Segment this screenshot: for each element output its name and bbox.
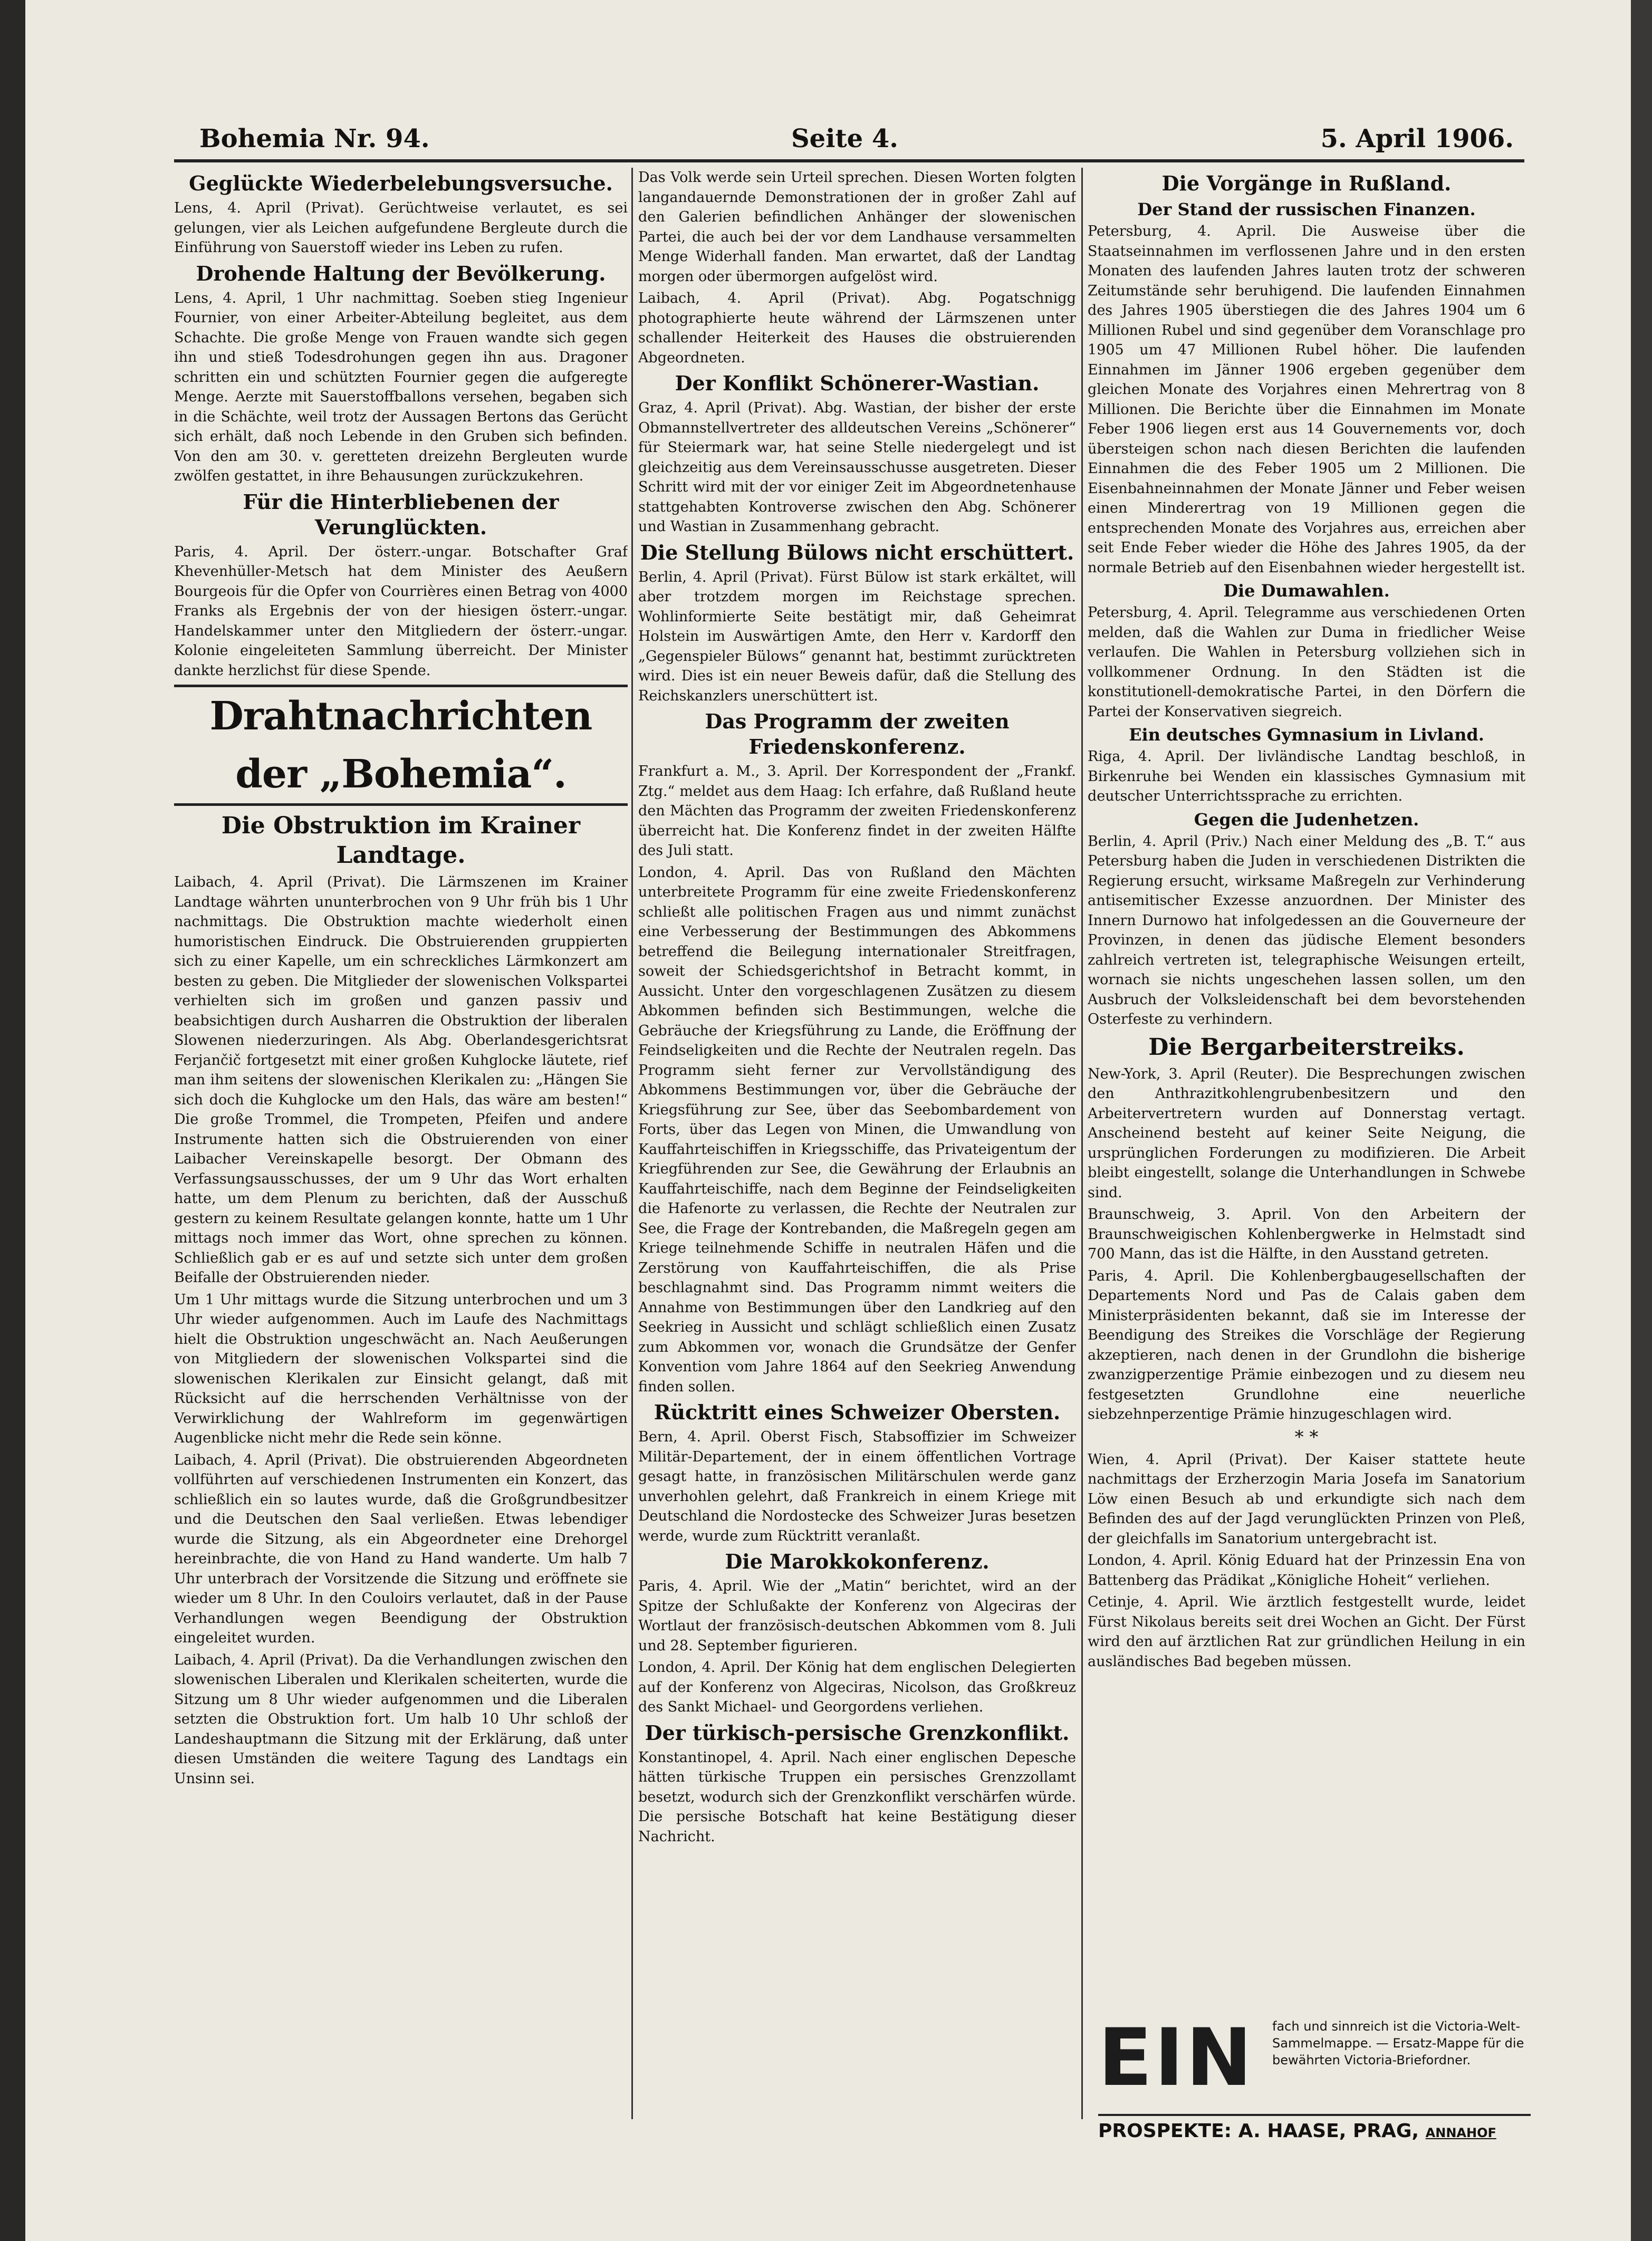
ad-footer-small: ANNAHOF	[1425, 2125, 1496, 2140]
article-headline: Der Konflikt Schönerer-Wastian.	[675, 371, 1040, 395]
article-headline: Für die Hinterbliebenen der Verunglückten.	[243, 489, 559, 539]
article-subheading: Gegen die Judenhetzen.	[1194, 809, 1419, 830]
column-1	[174, 168, 628, 2198]
scan-edge-left	[0, 0, 25, 2241]
article-paragraph: Cetinje, 4. April. Wie ärztlich festgestellt wurde, leidet Fürst Nikolaus bereits seit drei Wochen an Gicht. Der Fürst wird den auf ärztlichen Rat zur gründlichen Heilung in ein ausländisches Bad begeben müssen.	[1088, 1594, 1525, 1670]
article-paragraph: Braunschweig, 3. April. Von den Arbeitern der Braunschweigischen Kohlenbergwerke in Helmstadt sind 700 Mann, das ist die Hälfte, in den Ausstand getreten.	[1088, 1206, 1525, 1262]
article-headline: Drohende Haltung der Bevölkerung.	[196, 261, 606, 285]
article-paragraph: Berlin, 4. April (Privat). Fürst Bülow ist stark erkältet, will aber trotzdem morgen im Reichstage sprechen. Wohlinformierte Seite bestätigt mir, daß Geheimrat Holstein im Auswärtigen Amte, den Herr v. Kardorff den „Gegenspieler Bülows“ genannt hat, bestimmt zurücktreten wird. Dies ist ein neuer Beweis dafür, daß die Stellung des Reichskanzlers unerschüttert ist.	[638, 569, 1076, 704]
scan-edge-right	[1631, 0, 1652, 2241]
column-divider	[1081, 168, 1083, 2119]
article-paragraph: Paris, 4. April. Die Kohlenbergbaugesellschaften der Departements Nord und Pas de Calais gaben dem Ministerpräsidenten bekannt, daß sie im Interesse der Beendigung des Streikes die Vorschläge der Regierung akzeptieren, nach denen in der Grundlohn die bisherige zwanzigperzentige Prämie einbezogen und zu diesem neu festgesetzten Grundlohne eine neuerliche siebzehnperzentige Prämie hinzugeschlagen wird.	[1088, 1267, 1525, 1422]
section-separator: * *	[1294, 1426, 1319, 1448]
masthead-issue: Bohemia Nr. 94.	[199, 124, 430, 153]
advertisement	[1098, 2011, 1531, 2148]
issue-date: 5. April 1906.	[1320, 124, 1514, 153]
article-paragraph: Lens, 4. April (Privat). Gerüchtweise verlautet, es sei gelungen, vier als Leichen aufgefundene Bergleute durch die Einführung von Sauerstoff wieder ins Leben zu rufen.	[174, 200, 628, 256]
article-paragraph: Lens, 4. April, 1 Uhr nachmittag. Soeben stieg Ingenieur Fournier, von einer Arbeiter-Abteilung begleitet, aus dem Schachte. Die große Menge von Frauen wandte sich gegen ihn und stieß Todesdrohungen gegen ihn aus. Dragoner schritten ein und schützten Fournier gegen die aufgeregte Menge. Aerzte mit Sauerstoffballons versehen, begaben sich in die Schächte, weil trotz der Aussagen Bertons das Gerücht sich erhält, daß noch Lebende in den Gruben sich befinden. Von den am 30. v. geretteten dreizehn Bergleuten wurde zwölfen gestattet, in ihre Behausungen zurückzukehren.	[174, 290, 628, 484]
page-number: Seite 4.	[791, 124, 898, 153]
section-banner: Drahtnachrichten der „Bohemia“.	[174, 685, 628, 806]
article-paragraph: London, 4. April. Der König hat dem englischen Delegierten auf der Konferenz von Algeciras, Nicolson, das Großkreuz des Sankt Michael- und Georgordens verliehen.	[638, 1659, 1076, 1715]
article-paragraph: Konstantinopel, 4. April. Nach einer englischen Depesche hätten türkische Truppen ein persisches Grenzzollamt besetzt, wodurch sich der Grenzkonflikt verschärfen würde. Die persische Botschaft hat keine Bestätigung dieser Nachricht.	[638, 1749, 1076, 1845]
article-headline: Die Vorgänge in Rußland.	[1161, 171, 1452, 195]
article-paragraph: Petersburg, 4. April. Die Ausweise über die Staatseinnahmen im verflossenen Jahre und in den ersten Monaten des laufenden Jahres lauten trotz der schweren Zeitumstände sehr beruhigend. Die laufenden Einnahmen des Jahres 1905 überstiegen die des Jahres 1904 um 6 Millionen Rubel und sind gegenüber dem Voranschlage pro 1905 um 47 Millionen Rubel höher. Die laufenden Einnahmen im Jänner 1906 ergeben gegenüber dem gleichen Monate des Vorjahres einen Mehrertrag von 8 Millionen. Die Berichte über die Einnahmen im Monate Feber 1906 liegen erst aus 14 Gouvernements vor, doch übersteigen schon nach diesen Berichten die laufenden Einnahmen die des Feber 1905 um 2 Millionen. Die Eisenbahneinnahmen der Monate Jänner und Feber weisen einen Minderertrag von 19 Millionen gegen die entsprechenden Monate des Vorjahres aus, erreichen aber seit Ende Feber wieder die Höhe des Jahres 1905, da der normale Betrieb auf den Eisenbahnen wieder hergestellt ist.	[1088, 223, 1525, 576]
article-paragraph: Frankfurt a. M., 3. April. Der Korrespondent der „Frankf. Ztg.“ meldet aus dem Haag: Ich erfahre, daß Rußland heute den Mächten das Programm der zweiten Friedenskonferenz überreicht hat. Die Konferenz findet in der zweiten Hälfte des Juli statt.	[638, 763, 1076, 859]
article-paragraph: Riga, 4. April. Der livländische Landtag beschloß, in Birkenruhe bei Wenden ein klassisches Gymnasium mit deutscher Unterrichtssprache zu errichten.	[1088, 748, 1525, 804]
article-paragraph: Graz, 4. April (Privat). Abg. Wastian, der bisher der erste Obmannstellvertreter des alldeutschen Vereins „Schönerer“ für Steiermark war, hat seine Stelle niedergelegt und ist gleichzeitig aus dem Vereinsausschusse ausgetreten. Dieser Schritt wird mit der vor einiger Zeit im Abgeordnetenhause stattgehabten Kontroverse zwischen den Abg. Schönerer und Wastian in Zusammenhang gebracht.	[638, 400, 1076, 535]
article-paragraph: Laibach, 4. April (Privat). Die obstruierenden Abgeordneten vollführten auf verschiedenen Instrumenten ein Konzert, das schließlich ein so lautes wurde, daß die Großgrundbesitzer und die Deutschen den Saal verließen. Etwas lebendiger wurde die Sitzung, als ein Abgeordneter eine Drehorgel hereinbrachte, die von Hand zu Hand wanderte. Um halb 7 Uhr unterbrach der Vorsitzende die Sitzung und eröffnete sie wieder um 8 Uhr. In den Couloirs verlautet, daß in der Pause Verhandlungen wegen Beendigung der Obstruktion eingeleitet wurden.	[174, 1451, 628, 1646]
article-paragraph: London, 4. April. König Eduard hat der Prinzessin Ena von Battenberg das Prädikat „Königliche Hoheit“ verliehen.	[1088, 1552, 1525, 1589]
article-paragraph: London, 4. April. Das von Rußland den Mächten unterbreitete Programm für eine zweite Friedenskonferenz schließt alle politischen Fragen aus und nimmt zunächst eine Verbesserung der Bestimmungen des Abkommens betreffend die Beilegung internationaler Streitfragen, soweit der Schiedsgerichtshof in Betracht kommt, in Aussicht. Unter den vorgeschlagenen Zusätzen zu diesem Abkommen befinden sich Bestimmungen, welche die Gebräuche der Kriegsführung zu Lande, die Eröffnung der Feindseligkeiten und die Rechte der Neutralen regeln. Das Programm sieht ferner zur Vervollständigung des Abkommens Bestimmungen vor, über die Gebräuche der Kriegsführung zur See, über das Seebombardement von Forts, über das Legen von Minen, die Umwandlung von Kauffahrteischiffen in Kriegsschiffe, das Privateigentum der Kriegführenden zur See, die Gewährung der Erlaubnis an Kauffahrteischiffe, nach dem Beginne der Feindseligkeiten die Hafenorte zu verlassen, die Rechte der Neutralen zur See, die Frage der Kontrebanden, die Maßregeln gegen am Kriege teilnehmende Schiffe in neutralen Häfen und die Zerstörung von Kauffahrteischiffen, die als Prise beschlagnahmt sind. Das Programm nimmt weiters die Annahme von Bestimmungen über den Landkrieg auf den Seekrieg in Aussicht und schlägt schließlich einen Zusatz zum Abkommen vor, wonach die Grundsätze der Genfer Konvention vom Jahre 1864 auf den Seekrieg Anwendung finden sollen.	[638, 864, 1076, 1395]
article-headline: Die Stellung Bülows nicht erschüttert.	[640, 540, 1074, 564]
article-headline: Rücktritt eines Schweizer Obersten.	[654, 1400, 1061, 1424]
article-paragraph: Um 1 Uhr mittags wurde die Sitzung unterbrochen und um 3 Uhr wieder aufgenommen. Auch im Laufe des Nachmittags hielt die Obstruktion ungeschwächt an. Nach Aeußerungen von Mitgliedern der slowenischen Volkspartei sind die slowenischen Klerikalen zur Einsicht gelangt, daß mit Rücksicht auf die herrschenden Verhältnisse von der Verwirklichung der Wahlreform im gegenwärtigen Augenblicke nicht mehr die Rede sein könne.	[174, 1291, 628, 1446]
article-paragraph: Berlin, 4. April (Priv.) Nach einer Meldung des „B. T.“ aus Petersburg haben die Juden in verschiedenen Distrikten die Regierung ersucht, wirksame Maßregeln zur Verhinderung antisemitischer Exzesse anzuordnen. Der Minister des Innern Durnowo hat infolgedessen an die Gouverneure der Provinzen, in denen das jüdische Element besonders zahlreich vertreten ist, telegraphische Weisungen erteilt, wornach sie nichts ungeschehen lassen sollen, um den Ausbruch der Volksleidenschaft bei dem bevorstehenden Osterfeste zu verhindern.	[1088, 833, 1525, 1027]
article-paragraph: Bern, 4. April. Oberst Fisch, Stabsoffizier im Schweizer Militär-Departement, der in einem öffentlichen Vortrage gesagt hatte, in französischen Militärschulen werde ganz unverhohlen gelehrt, daß Frankreich in einem Kriege mit Deutschland die Nordostecke des Schweizer Juras besetzen werde, wurde zum Rücktritt veranlaßt.	[638, 1429, 1076, 1544]
column-2	[638, 168, 1076, 2198]
article-headline: Die Bergarbeiterstreiks.	[1148, 1033, 1465, 1061]
ad-logo-word: EIN	[1098, 2012, 1254, 2104]
article-paragraph: Laibach, 4. April (Privat). Da die Verhandlungen zwischen den slowenischen Liberalen und Klerikalen scheiterten, wurde die Sitzung um 8 Uhr wieder aufgenommen und die Liberalen setzten die Obstruktion fort. Um halb 10 Uhr schloß der Landeshauptmann die Sitzung mit der Erklärung, daß unter diesen Umständen die weitere Tagung des Landtags ein Unsinn sei.	[174, 1651, 628, 1787]
header-rule	[174, 159, 1524, 162]
article-paragraph: Das Volk werde sein Urteil sprechen. Diesen Worten folgten langandauernde Demonstrationen der in großer Zahl auf den Galerien befindlichen Anhänger der slowenischen Partei, die auch bei der vor dem Landhause versammelten Menge Widerhall fanden. Man erwartet, daß der Landtag morgen oder übermorgen aufgelöst wird.	[638, 169, 1076, 285]
article-headline: Geglückte Wiederbelebungsversuche.	[189, 171, 613, 195]
column-divider	[631, 168, 633, 2119]
article-subheading: Der Stand der russischen Finanzen.	[1137, 199, 1476, 219]
ad-text: fach und sinnreich ist die Victoria-Welt-Sammelmappe. — Ersatz-Mappe für die bewährten Victoria-Briefordner.	[1272, 2019, 1524, 2067]
article-paragraph: Laibach, 4. April (Privat). Die Lärmszenen im Krainer Landtage währten ununterbrochen von 9 Uhr früh bis 1 Uhr nachmittags. Die Obstruktion machte wiederholt einen humoristischen Eindruck. Die Obstruierenden gruppierten sich zu einer Kapelle, um ein schreckliches Lärmkonzert am besten zu geben. Die Mitglieder der slowenischen Volkspartei verhielten sich im großen und ganzen passiv und beabsichtigen durch Ausharren die Obstruktion der liberalen Slowenen niederzuringen. Als Abg. Oberlandesgerichtsrat Ferjančič fortgesetzt mit einer großen Kuhglocke läutete, rief man ihm seitens der slowenischen Klerikalen zu: „Hängen Sie sich doch die Kuhglocke um den Hals, das wäre am besten!“ Die große Trommel, die Trompeten, Pfeifen und andere Instrumente hatten sich die Obstruierenden von einer Laibacher Vereinskapelle besorgt. Der Obmann des Verfassungsausschusses, der um 9 Uhr das Wort erhalten hatte, um dem Plenum zu berichten, daß der Ausschuß gestern zu keinem Resultate gelangen konnte, hatte um 1 Uhr mittags noch immer das Wort, ohne sprechen zu können. Schließlich gab er es auf und setzte sich unter dem großen Beifalle der Obstruierenden nieder.	[174, 874, 628, 1286]
article-headline: Das Programm der zweiten Friedenskonferenz.	[705, 709, 1010, 758]
article-headline: Die Marokkokonferenz.	[725, 1550, 990, 1573]
article-subheading: Die Dumawahlen.	[1223, 581, 1390, 601]
article-subheading: Ein deutsches Gymnasium in Livland.	[1129, 725, 1484, 745]
article-paragraph: Paris, 4. April. Der österr.-ungar. Botschafter Graf Khevenhüller-Metsch hat dem Minister des Aeußern Bourgeois für die Opfer von Courrières einen Betrag von 4000 Franks als Ergebnis der von der hiesigen österr.-ungar. Handelskammer unter den Mitgliedern der österr.-ungar. Kolonie eingeleiteten Sammlung überreicht. Der Minister dankte herzlichst für diese Spende.	[174, 543, 628, 679]
article-paragraph: Laibach, 4. April (Privat). Abg. Pogatschnigg photographierte heute während der Lärmszenen unter schallender Heiterkeit des Hauses die obstruierenden Abgeordneten.	[638, 290, 1076, 366]
column-3	[1088, 168, 1525, 2198]
article-paragraph: Paris, 4. April. Wie der „Matin“ berichtet, wird an der Spitze der Schlußakte der Konferenz von Algeciras der Wortlaut der französisch-deutschen Abkommen vom 8. Juli und 28. September figurieren.	[638, 1578, 1076, 1654]
article-paragraph: New-York, 3. April (Reuter). Die Besprechungen zwischen den Anthrazitkohlengrubenbesitzern und den Arbeitervertretern wurden auf Donnerstag vertagt. Anscheinend besteht auf keiner Seite Neigung, die ursprünglichen Forderungen zu modifizieren. Die Arbeit bleibt eingestellt, solange die Unterhandlungen in Schwebe sind.	[1088, 1065, 1525, 1201]
article-headline: Der türkisch-persische Grenzkonflikt.	[645, 1720, 1070, 1745]
ad-footer	[1098, 2114, 1531, 2145]
article-paragraph: Petersburg, 4. April. Telegramme aus verschiedenen Orten melden, daß die Wahlen zur Duma in friedlicher Weise verlaufen. Die Wahlen in Petersburg vollziehen sich in vollkommener Ordnung. In den Städten ist die konstitutionell-demokratische Partei, in den Dörfern die Partei der Konservativen siegreich.	[1088, 604, 1525, 720]
ad-footer-text: PROSPEKTE: A. HAASE, PRAG,	[1098, 2120, 1419, 2142]
article-paragraph: Wien, 4. April (Privat). Der Kaiser stattete heute nachmittags der Erzherzogin Maria Josefa im Sanatorium Löw einen Besuch ab und erkundigte sich nach dem Befinden des auf der Jagd verunglückten Prinzen von Pleß, der gleichfalls im Sanatorium untergebracht ist.	[1088, 1451, 1525, 1547]
article-headline: Die Obstruktion im Krainer Landtage.	[221, 812, 581, 869]
